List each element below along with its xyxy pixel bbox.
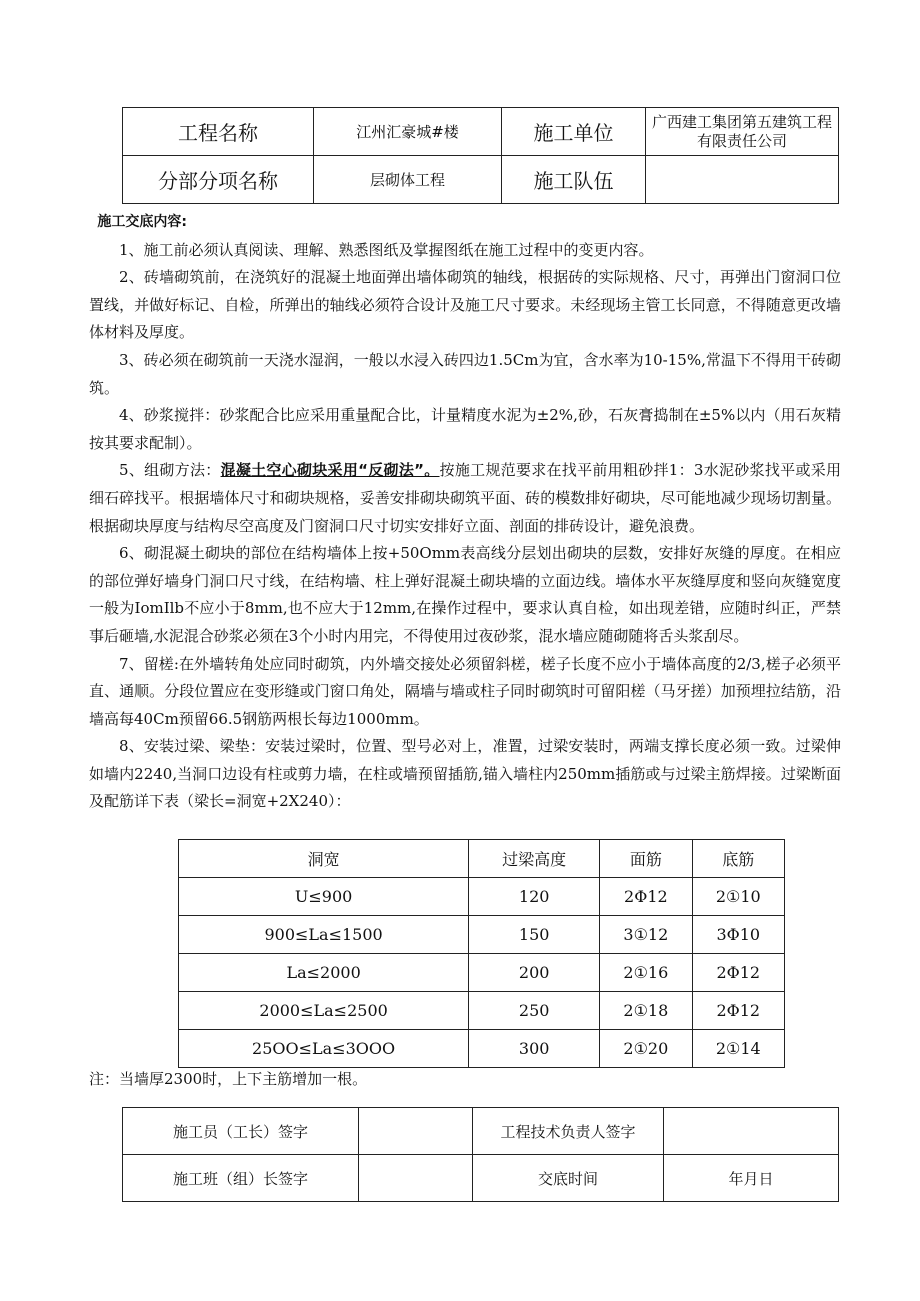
project-name-label: 工程名称 <box>123 108 314 156</box>
tech-signature-label: 工程技术负责人签字 <box>473 1108 664 1155</box>
table-cell: La≤2000 <box>179 954 469 992</box>
table-cell: 2①20 <box>600 1030 692 1068</box>
table-cell: 2①18 <box>600 992 692 1030</box>
project-info-row <box>123 108 839 156</box>
subproject-label: 分部分项名称 <box>123 156 314 204</box>
table-cell: 2①14 <box>692 1030 784 1068</box>
briefing-time-label: 交底时间 <box>473 1155 664 1202</box>
table-cell: 900≤La≤1500 <box>179 916 469 954</box>
briefing-time-value: 年月日 <box>664 1155 839 1202</box>
construction-unit-label: 施工单位 <box>502 108 646 156</box>
table-cell: 120 <box>469 878 600 916</box>
item5-rest: 按施工规范要求在找平前用粗砂拌1：3水泥砂浆找平或采用细石碎找平。根据墙体尺寸和砌块规格，妥善安排砌块砌筑平面、砖的模数排好砌块，尽可能地减少现场切割量。根据砌块厚度与结构尽空高度及门窗洞口尺寸切实安排好立面、剖面的排砖设计，避免浪费。 <box>89 461 842 535</box>
column-header: 洞宽 <box>179 840 469 878</box>
briefing-item: 2、砖墙砌筑前，在浇筑好的混凝土地面弹出墙体砌筑的轴线，根据砖的实际规格、尺寸，再弹出门窗洞口位置线，并做好标记、自检，所弹出的轴线必须符合设计及施工尺寸要求。未经现场主管工长同意，不得随意更改墙体材料及厚度。 <box>89 268 841 342</box>
briefing-item: 3、砖必须在砌筑前一天浇水湿润，一般以水浸入砖四边1.5Cm为宜，含水率为10-15%,常温下不得用干砖砌筑。 <box>89 350 841 397</box>
table-cell: 250 <box>469 992 600 1030</box>
signature-table <box>122 1107 839 1202</box>
project-info-table <box>122 107 839 204</box>
table-row <box>179 878 785 916</box>
column-header: 面筋 <box>600 840 692 878</box>
project-name-value: 江州汇豪城#楼 <box>314 108 502 156</box>
table-cell: 2Φ12 <box>692 992 784 1030</box>
worker-signature-field <box>359 1108 473 1155</box>
table-note: 注：当墙厚2300时，上下主筋增加一根。 <box>89 1070 368 1088</box>
table-cell: U≤900 <box>179 878 469 916</box>
briefing-item: 8、安装过梁、梁垫：安装过梁时，位置、型号必对上，准置，过梁安装时，两端支撑长度必须一致。过梁伸如墙内2240,当洞口边设有柱或剪力墙，在柱或墙预留插筋,锚入墙柱内250mm插筋或与过梁主筋焊接。过梁断面及配筋详下表（梁长=洞宽+2X240）： <box>89 737 841 811</box>
signature-row <box>123 1155 839 1202</box>
team-leader-signature-label: 施工班（组）长签字 <box>123 1155 359 1202</box>
table-cell: 150 <box>469 916 600 954</box>
briefing-item: 6、砌混凝土砌块的部位在结构墙体上按+50Omm表高线分层划出砌块的层数，安排好灰缝的厚度。在相应的部位弹好墙身门洞口尺寸线，在结构墙、柱上弹好混凝土砌块墙的立面边线。墙体水平灰缝厚度和竖向灰缝宽度一般为IomIlb不应小于8mm,也不应大于12mm,在操作过程中，要求认真自检，如出现差错，应随时纠正，严禁事后砸墙,水泥混合砂浆必须在3个小时内用完，不得使用过夜砂浆，混水墙应随砌随将舌头浆刮尽。 <box>89 544 841 645</box>
briefing-content <box>89 209 841 816</box>
subproject-value: 层砌体工程 <box>314 156 502 204</box>
item5-emphasis: 混凝土空心砌块采用“反砌法”。 <box>220 461 440 480</box>
table-cell: 2Φ12 <box>600 878 692 916</box>
lintel-reinforcement-table <box>178 839 785 1068</box>
worker-signature-label: 施工员（工长）签字 <box>123 1108 359 1155</box>
table-cell: 3Φ10 <box>692 916 784 954</box>
table-header-row <box>179 840 785 878</box>
section-title: 施工交底内容: <box>97 214 187 230</box>
project-info-row <box>123 156 839 204</box>
briefing-item: 4、砂浆搅拌：砂浆配合比应采用重量配合比，计量精度水泥为±2%,砂，石灰膏捣制在±5%以内（用石灰精按其要求配制）。 <box>89 406 841 452</box>
table-cell: 2000≤La≤2500 <box>179 992 469 1030</box>
signature-row <box>123 1108 839 1155</box>
table-row <box>179 916 785 954</box>
table-cell: 25OO≤La≤3OOO <box>179 1030 469 1068</box>
team-value <box>646 156 839 204</box>
briefing-item <box>89 457 841 540</box>
table-cell: 3①12 <box>600 916 692 954</box>
item5-prefix: 5、组砌方法： <box>119 461 221 480</box>
table-row <box>179 992 785 1030</box>
team-leader-signature-field <box>359 1155 473 1202</box>
briefing-item: 1、施工前必须认真阅读、理解、熟悉图纸及掌握图纸在施工过程中的变更内容。 <box>119 240 654 259</box>
table-cell: 200 <box>469 954 600 992</box>
briefing-item: 7、留槎:在外墙转角处应同时砌筑，内外墙交接处必须留斜槎，槎子长度不应小于墙体高度的2/3,槎子必须平直、通顺。分段位置应在变形缝或门窗口角处，隔墙与墙或柱子同时砌筑时可留阳槎（马牙搓）加预埋拉结筋，沿墙高每40Cm预留66.5钢筋两根长每边1000mm。 <box>89 654 841 728</box>
table-row <box>179 954 785 992</box>
table-cell: 300 <box>469 1030 600 1068</box>
table-cell: 2①10 <box>692 878 784 916</box>
table-cell: 2①16 <box>600 954 692 992</box>
column-header: 过梁高度 <box>469 840 600 878</box>
team-label: 施工队伍 <box>502 156 646 204</box>
construction-unit-value: 广西建工集团第五建筑工程有限责任公司 <box>646 108 839 156</box>
tech-signature-field <box>664 1108 839 1155</box>
table-row <box>179 1030 785 1068</box>
column-header: 底筋 <box>692 840 784 878</box>
table-cell: 2Φ12 <box>692 954 784 992</box>
